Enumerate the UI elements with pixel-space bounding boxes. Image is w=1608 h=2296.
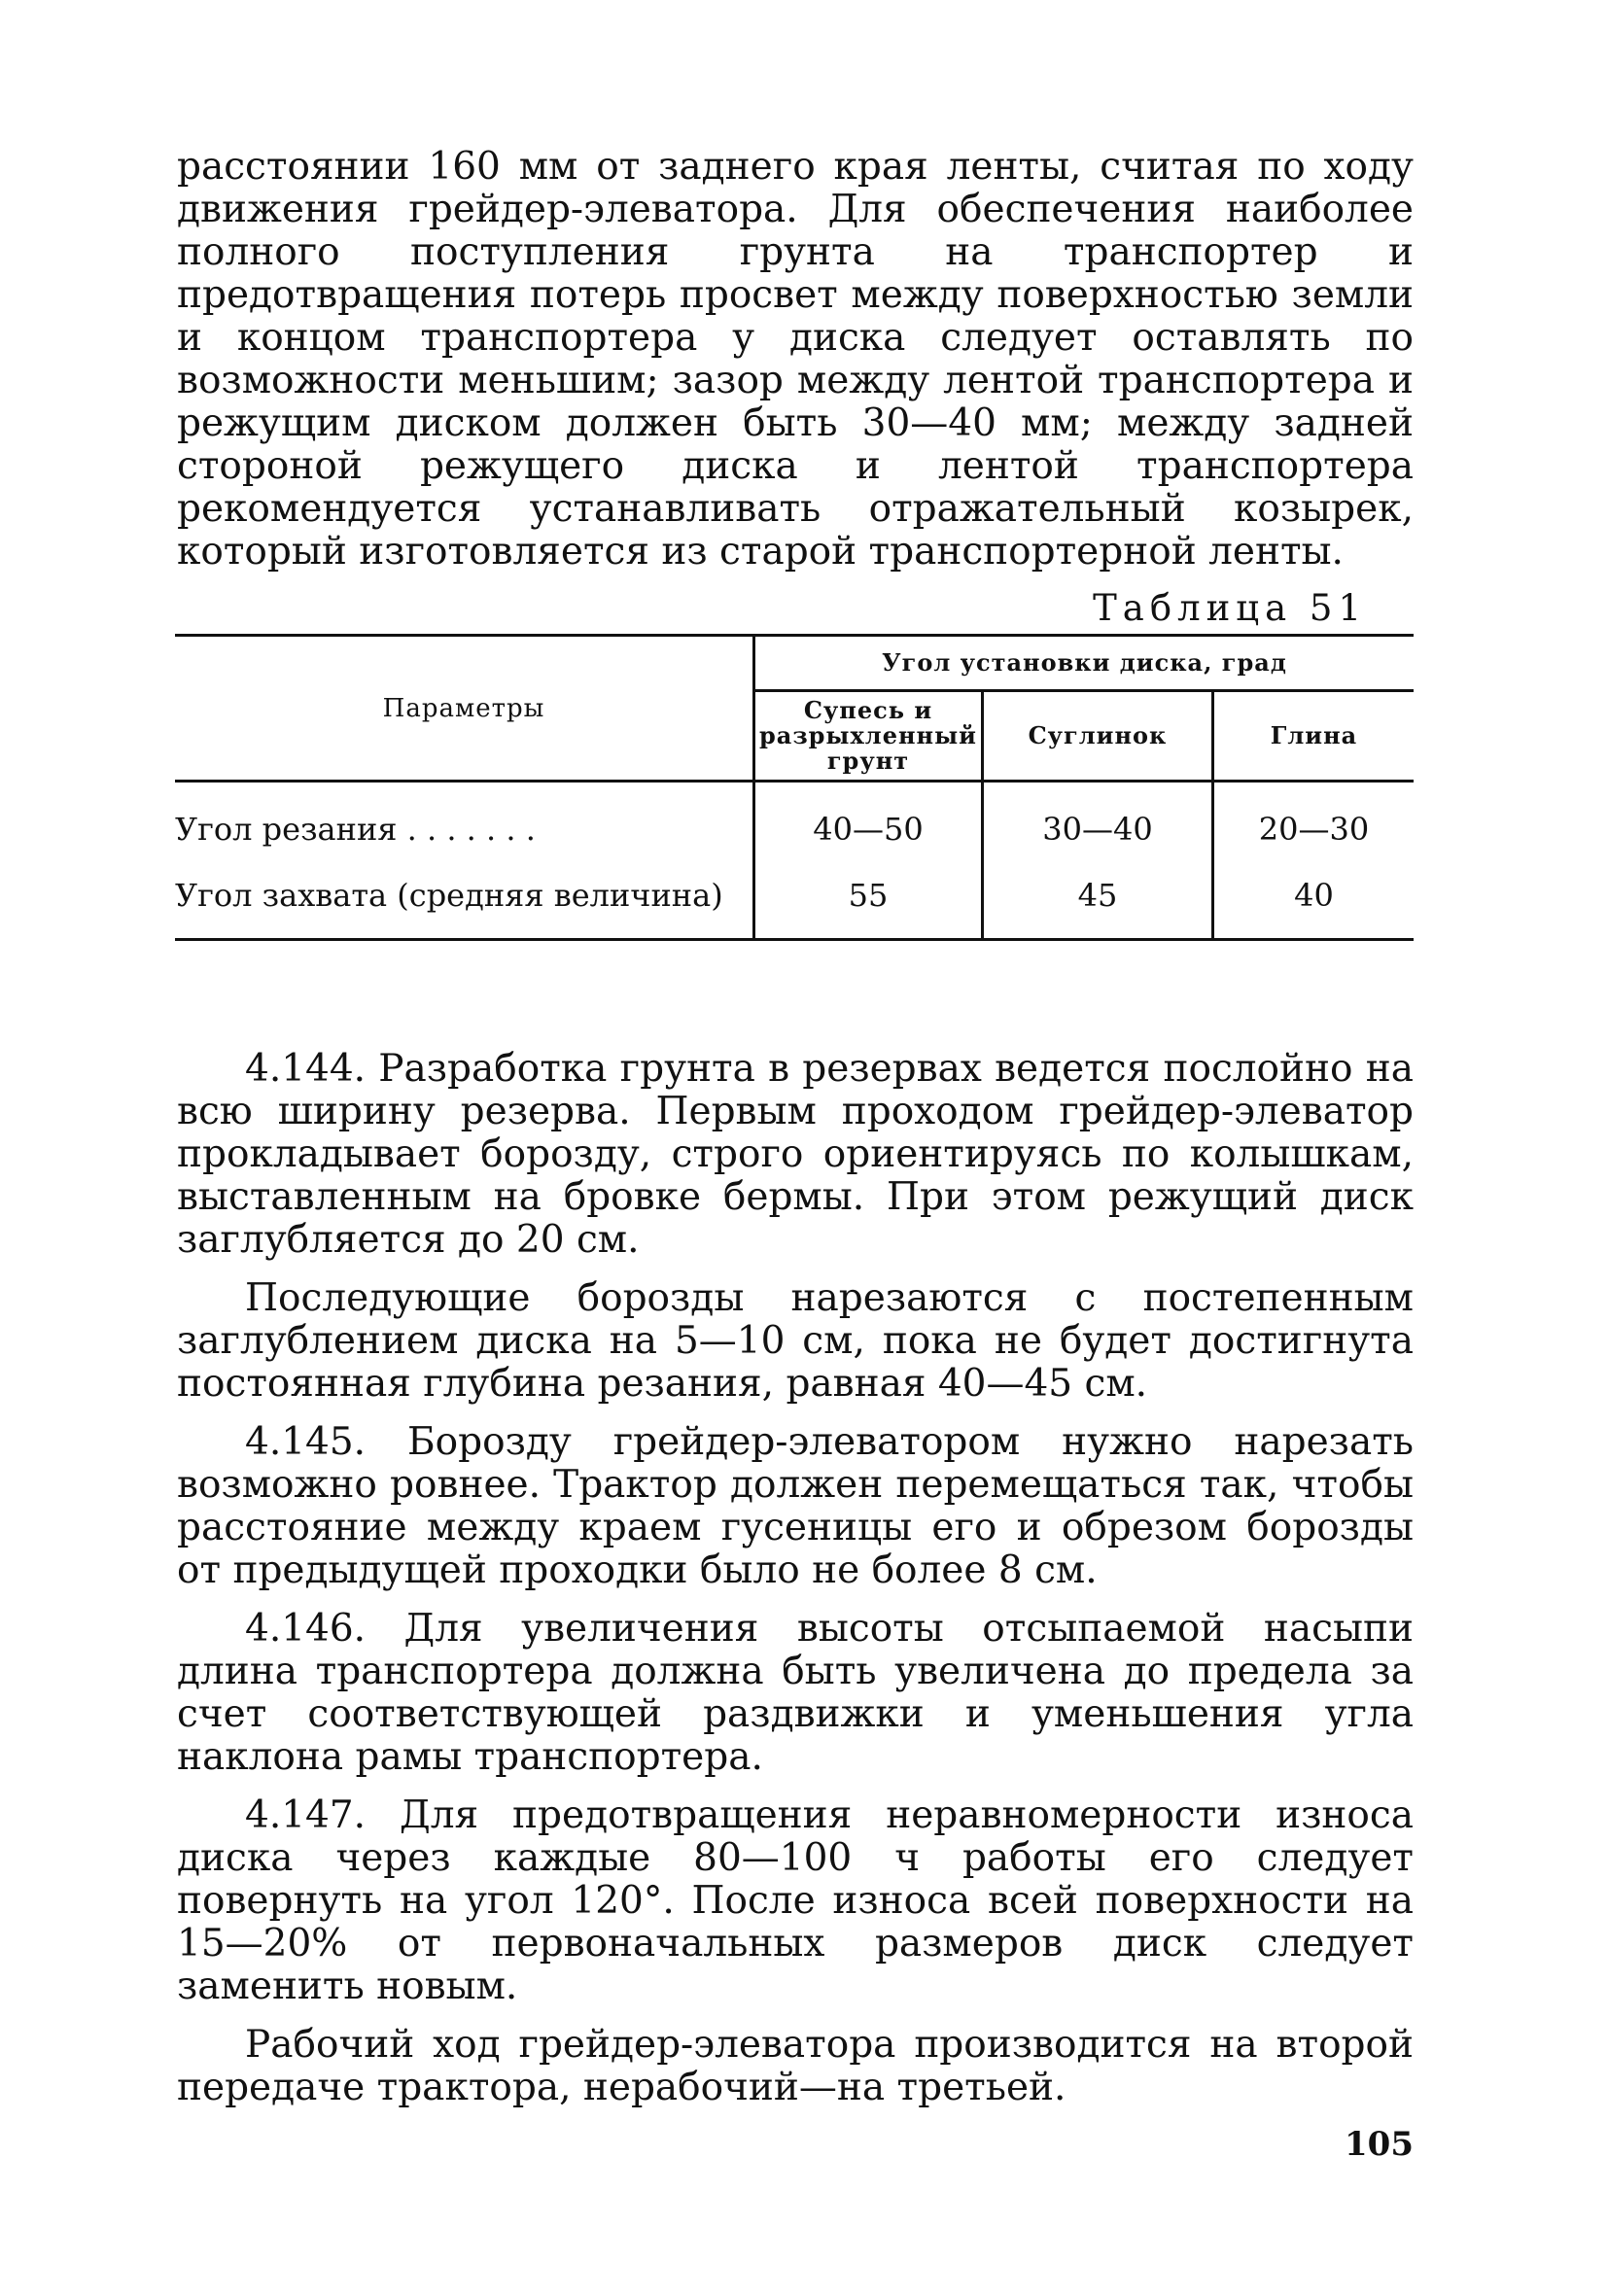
cell-value: 30—40 [982, 782, 1212, 863]
row-label: Угол резания . . . . . . . [175, 811, 536, 848]
paragraph-working-gear: Рабочий ход грейдер-элеватора производится на второй передаче трактора, нерабочий—на третьей. [177, 2023, 1414, 2109]
paragraph-4-144: 4.144. Разработка грунта в резервах ведется послойно на всю ширину резерва. Первым проходом грейдер-элеватор прокладывает борозду, строго ориентируясь по колышкам, выставленным на бровке бермы. При этом режущий диск заглубляется до 20 см. [177, 1047, 1414, 1262]
param-header: Параметры [175, 636, 754, 782]
intro-text [177, 146, 1414, 574]
row-label: Угол захвата (средняя величина) [175, 877, 723, 914]
cell-value: 40 [1212, 862, 1414, 940]
parameters-table-wrapper [175, 634, 1414, 941]
paragraph-followup: Последующие борозды нарезаются с постепенным заглублением диска на 5—10 см, пока не будет достигнута постоянная глубина резания, равная 40—45 см. [177, 1276, 1414, 1406]
group-header-label: Угол установки диска, град [882, 648, 1287, 677]
table-header-row-group [175, 636, 1414, 691]
body-text [177, 1048, 1414, 2125]
column-header-glina: Глина [1212, 691, 1414, 782]
cell-value: 40—50 [754, 782, 983, 863]
group-header [754, 636, 1415, 691]
table-row [175, 862, 1414, 940]
cell-value: 20—30 [1212, 782, 1414, 863]
table-row [175, 782, 1414, 863]
paragraph-4-147: 4.147. Для предотвращения неравномерности износа диска через каждые 80—100 ч работы его следует повернуть на угол 120°. После износа всей поверхности на 15—20% от первоначальных размеров диск следует заменить новым. [177, 1793, 1414, 2008]
table-body [175, 782, 1414, 940]
paragraph-4-145: 4.145. Борозду грейдер-элеватором нужно нарезать возможно ровнее. Трактор должен перемещаться так, чтобы расстояние между краем гусеницы его и обрезом борозды от предыдущей проходки было не более 8 см. [177, 1420, 1414, 1592]
intro-paragraph: расстоянии 160 мм от заднего края ленты, считая по ходу движения грейдер-элеватора. Для обеспечения наиболее полного поступления грунта на транспортер и предотвращения потерь просвет между поверхностью земли и концом транспортера у диска следует оставлять по возможности меньшим; зазор между лентой транспортера и режущим диском должен быть 30—40 мм; между задней стороной режущего диска и лентой транспортера рекомендуется устанавливать отражательный козырек, который изготовляется из старой транспортерной ленты. [177, 145, 1414, 574]
column-header-suglinok: Суглинок [982, 691, 1212, 782]
page-number: 105 [1345, 2125, 1414, 2164]
cell-value: 55 [754, 862, 983, 940]
column-header-supes: Супесь и разрыхленный грунт [754, 691, 983, 782]
table-header [175, 636, 1414, 782]
parameters-table [175, 634, 1414, 941]
cell-value: 45 [982, 862, 1212, 940]
paragraph-4-146: 4.146. Для увеличения высоты отсыпаемой насыпи длина транспортера должна быть увеличена до предела за счет соответствующей раздвижки и уменьшения угла наклона рамы транспортера. [177, 1607, 1414, 1779]
table-caption: Таблица 51 [1093, 587, 1367, 629]
